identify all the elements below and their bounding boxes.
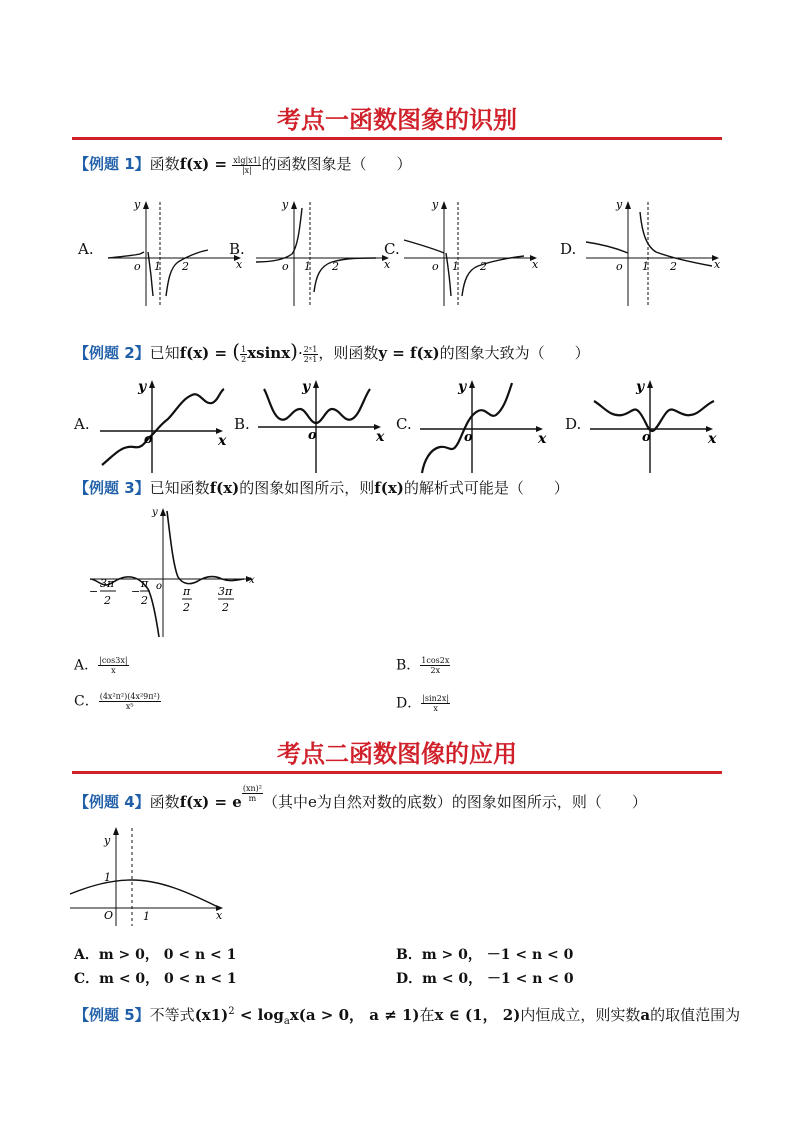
ex4-post: （其中e为自然对数的底数）的图象如图所示，则（ ）	[262, 793, 647, 811]
example-5-label: 【例题 5】	[74, 1006, 150, 1024]
example-4-label: 【例题 4】	[74, 793, 150, 811]
ex2-graph-d	[590, 375, 725, 475]
ex3-text3: 的解析式可能是（ ）	[403, 479, 569, 497]
ex4-func: f(x) = e	[179, 793, 242, 811]
ex1-y-label: y	[134, 198, 141, 211]
ex1-option-b[interactable]: B.	[229, 240, 245, 258]
ex2-y-arrow	[647, 380, 653, 388]
ex1-pre: 函数	[149, 155, 180, 173]
ex1-y-arrow	[441, 201, 447, 209]
title-underline-2	[72, 771, 722, 774]
section-title-1: 考点一函数图象的识别	[277, 106, 517, 134]
ex3-option-d-den: x	[433, 704, 438, 713]
ex2-origin-label: o	[144, 432, 153, 447]
ex1-origin-label: o	[432, 260, 439, 273]
ex3-option-c[interactable]	[74, 692, 161, 711]
ex3-text1: 已知函数	[149, 479, 210, 497]
ex1-x-label: x	[532, 258, 539, 271]
ex5-post2: 的取值范围为	[650, 1006, 741, 1024]
ex2-y-arrow	[469, 380, 475, 388]
ex2-mid: xsinx	[247, 344, 291, 362]
ex2-x-label: x	[376, 429, 385, 445]
ex3-option-b-frac	[420, 656, 450, 675]
ex2-option-b[interactable]: B.	[234, 415, 250, 433]
ex2-lparen: (	[232, 339, 241, 363]
section-title-2: 考点二函数图像的应用	[277, 740, 517, 768]
ex3-option-d-num: |sin2x|	[422, 694, 450, 703]
example-5-question	[74, 1002, 740, 1032]
ex2-origin-label: o	[308, 428, 317, 443]
ex2-pre: 已知	[149, 344, 180, 362]
ex2-half-num: 1	[241, 344, 247, 354]
ex1-one-label: 1	[154, 260, 161, 273]
ex3-option-d-frac	[421, 694, 450, 713]
ex1-num: xlg|x1|	[233, 155, 261, 165]
example-3-label: 【例题 3】	[74, 479, 150, 497]
ex1-one-label: 1	[452, 260, 459, 273]
ex3-tick-2-b: 2	[141, 594, 148, 607]
ex3-func2: f(x)	[374, 479, 404, 497]
ex3-y-arrow	[160, 508, 166, 516]
ex2-origin-label: o	[642, 430, 651, 445]
ex3-tick-2-a: 2	[104, 594, 111, 607]
ex3-option-a[interactable]	[74, 656, 129, 675]
ex1-y-arrow	[291, 201, 297, 209]
ex1-one-label: 1	[642, 260, 649, 273]
ex1-graph-a	[108, 196, 248, 308]
ex3-curve-right	[167, 511, 244, 584]
ex2-curve	[422, 383, 512, 473]
ex5-expr3: x(a > 0， a ≠ 1)	[289, 1006, 420, 1024]
ex3-tick-3pi-b: 3π	[218, 585, 233, 598]
ex1-option-c[interactable]: C.	[384, 240, 400, 258]
ex1-graph-d	[586, 196, 726, 308]
ex1-two-label: 2	[480, 260, 487, 273]
ex3-x-label: x	[249, 575, 255, 586]
ex4-one-label: 1	[104, 871, 111, 884]
ex2-mid2: ，则函数	[318, 344, 379, 362]
ex1-curve	[462, 256, 524, 296]
ex1-origin-label: o	[282, 260, 289, 273]
ex2-func: f(x) =	[179, 344, 233, 362]
ex5-post: 内恒成立，则实数	[520, 1006, 641, 1024]
ex3-tick-pi-a: π	[141, 577, 149, 590]
ex3-tick-2-c: 2	[183, 601, 190, 614]
ex2-graph-b	[258, 375, 393, 475]
ex1-curve	[148, 252, 153, 296]
example-2-label: 【例题 2】	[74, 344, 150, 362]
ex1-x-label: x	[714, 258, 721, 271]
ex2-curve	[102, 389, 224, 465]
ex5-var: a	[640, 1006, 651, 1024]
ex2-curve	[264, 389, 370, 423]
ex5-sup: 2	[228, 1006, 235, 1017]
ex1-y-arrow	[143, 201, 149, 209]
example-4-question	[74, 784, 647, 812]
ex1-y-label: y	[282, 198, 289, 211]
ex2-x-label: x	[538, 431, 547, 447]
ex3-option-a-num: |cos3x|	[99, 656, 128, 665]
ex2-option-a[interactable]: A.	[74, 415, 90, 433]
ex1-curve	[256, 208, 302, 262]
ex2-y-label: y	[302, 379, 311, 395]
ex4-exponent	[242, 784, 263, 803]
ex1-curve	[404, 240, 444, 253]
ex1-x-label: x	[236, 258, 243, 271]
ex1-y-arrow	[625, 201, 631, 209]
ex1-two-label: 2	[332, 260, 339, 273]
ex5-pre: 不等式	[149, 1006, 195, 1024]
ex1-one-label: 1	[304, 260, 311, 273]
ex1-curve	[586, 242, 628, 253]
ex2-y-label: y	[636, 379, 645, 395]
ex3-option-c-label: C．	[74, 693, 99, 710]
ex1-two-label: 2	[670, 260, 677, 273]
ex1-graph-b	[256, 196, 396, 308]
ex2-dot: ·	[297, 344, 303, 362]
ex2-fraction	[303, 345, 319, 364]
ex1-option-a[interactable]: A.	[78, 240, 94, 258]
ex3-option-b-label: B．	[396, 657, 421, 674]
ex2-graph-a	[100, 375, 235, 475]
ex1-origin-label: o	[616, 260, 623, 273]
ex3-option-d[interactable]	[396, 694, 450, 713]
ex4-option-c[interactable]: C．m < 0， 0 < n < 1	[74, 971, 237, 987]
ex3-option-a-frac	[98, 656, 128, 675]
ex2-den: 2ˣ1	[303, 354, 318, 364]
example-3-graph	[86, 505, 266, 640]
ex1-fraction	[232, 156, 261, 175]
ex2-rparen: )	[290, 339, 298, 363]
ex3-option-b-num: 1cos2x	[421, 656, 450, 665]
example-2-question	[74, 341, 590, 364]
ex3-option-b-den: 2x	[430, 666, 441, 675]
ex1-graph-c	[404, 196, 544, 308]
ex1-two-label: 2	[182, 260, 189, 273]
ex5-expr1: (x1)	[194, 1006, 229, 1024]
ex5-expr2: < log	[234, 1006, 284, 1024]
ex3-option-d-label: D．	[396, 695, 422, 712]
ex1-func: f(x) =	[179, 155, 233, 173]
ex1-origin-label: o	[134, 260, 141, 273]
ex2-graph-c	[420, 375, 555, 475]
ex3-tick-neg2: −	[131, 585, 141, 598]
ex4-y-label: y	[104, 834, 111, 847]
ex4-y-arrow	[113, 827, 119, 835]
ex1-curve	[108, 252, 144, 258]
ex1-den: |x|	[241, 165, 252, 175]
ex4-pre: 函数	[149, 793, 180, 811]
ex3-text2: 的图象如图所示，则	[239, 479, 375, 497]
ex3-origin-label: o	[156, 581, 163, 592]
ex3-y-label: y	[152, 507, 158, 518]
ex3-option-c-frac	[99, 692, 161, 711]
ex2-origin-label: o	[464, 430, 473, 445]
ex2-num: 2ˣ1	[303, 344, 318, 354]
title-underline-1	[72, 137, 722, 140]
ex1-curve	[314, 258, 376, 292]
ex3-option-c-den: x⁵	[125, 702, 134, 711]
ex3-option-c-num: (4x²π²)(4x²9π²)	[99, 692, 160, 701]
ex3-option-b[interactable]	[396, 656, 450, 675]
ex2-y-label: y	[458, 379, 467, 395]
ex2-func2: y = f(x)	[378, 344, 440, 362]
ex4-tick-label: 1	[143, 910, 150, 923]
ex1-post: 的函数图象是（ ）	[261, 155, 412, 173]
ex2-y-label: y	[138, 379, 147, 395]
ex2-x-label: x	[708, 431, 717, 447]
ex5-sub: a	[283, 1016, 290, 1027]
ex3-tick-pi-b: π	[183, 585, 191, 598]
ex5-expr4: x ∈ (1， 2)	[434, 1006, 521, 1024]
ex3-func: f(x)	[209, 479, 240, 497]
ex4-curve	[70, 880, 220, 908]
ex3-option-a-label: A．	[74, 657, 99, 674]
ex2-option-d[interactable]: D.	[565, 415, 582, 433]
ex2-curve	[594, 401, 714, 431]
ex1-x-label: x	[384, 258, 391, 271]
example-1-label: 【例题 1】	[74, 155, 150, 173]
example-3-question	[74, 478, 569, 498]
ex3-tick-neg1: −	[89, 585, 99, 598]
ex3-tick-2-d: 2	[222, 601, 229, 614]
example-4-graph	[70, 822, 230, 932]
ex1-y-label: y	[432, 198, 439, 211]
ex3-option-a-den: x	[111, 666, 116, 675]
ex1-curve	[166, 250, 208, 296]
ex4-option-a[interactable]: A．m > 0， 0 < n < 1	[74, 947, 237, 963]
ex1-option-d[interactable]: D.	[560, 240, 577, 258]
ex1-y-label: y	[616, 198, 623, 211]
ex2-half-den: 2	[241, 354, 247, 364]
ex4-origin-label: O	[104, 909, 114, 922]
ex1-curve	[446, 253, 451, 296]
ex2-y-arrow	[313, 380, 319, 388]
ex2-post: 的图象大致为（ ）	[439, 344, 590, 362]
ex3-tick-3pi-a: 3π	[100, 577, 115, 590]
ex2-x-label: x	[218, 433, 227, 449]
ex4-x-label: x	[216, 909, 223, 922]
ex4-option-d[interactable]: D．m < 0， －1 < n < 0	[396, 971, 574, 987]
ex4-exp-den: m	[248, 794, 257, 803]
ex2-y-arrow	[149, 380, 155, 388]
ex4-option-b[interactable]: B．m > 0， －1 < n < 0	[396, 947, 574, 963]
ex2-option-c[interactable]: C.	[396, 415, 412, 433]
ex4-exp-num: (xn)²	[242, 784, 262, 793]
example-1-question	[74, 154, 412, 175]
ex5-mid: 在	[419, 1006, 435, 1024]
